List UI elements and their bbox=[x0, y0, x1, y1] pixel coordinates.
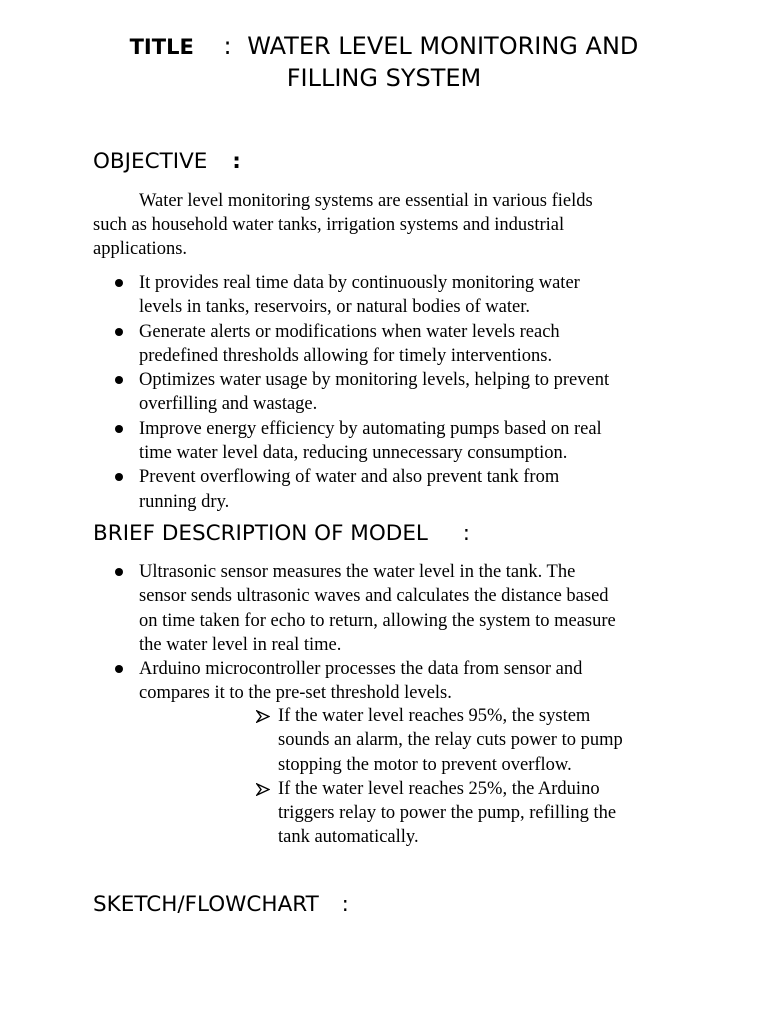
intro-line: applications. bbox=[93, 239, 188, 259]
objective-heading bbox=[93, 148, 241, 176]
bullet-dot-icon bbox=[115, 665, 123, 673]
sketch-heading-text: SKETCH/FLOWCHART bbox=[93, 892, 319, 917]
bullet-dot-icon bbox=[115, 473, 123, 481]
bullet-dot-icon bbox=[115, 425, 123, 433]
bullet-line: predefined thresholds allowing for timely interventions. bbox=[139, 345, 553, 366]
sub-bullet-line: stopping the motor to prevent overflow. bbox=[278, 754, 572, 775]
bullet-line: sensor sends ultrasonic waves and calculates the distance based bbox=[139, 586, 609, 607]
bullet-line: the water level in real time. bbox=[139, 634, 342, 655]
list-item bbox=[0, 271, 768, 320]
sub-bullet-line: triggers relay to power the pump, refilling the bbox=[278, 803, 617, 824]
arrow-bullet-icon bbox=[256, 710, 270, 723]
bullet-line: It provides real time data by continuously monitoring water bbox=[139, 273, 580, 293]
arrow-bullet-icon bbox=[256, 783, 270, 796]
brief-heading bbox=[93, 520, 470, 548]
bullet-dot-icon bbox=[115, 568, 123, 576]
list-item bbox=[0, 777, 768, 850]
list-item bbox=[0, 320, 768, 369]
list-item bbox=[0, 657, 768, 706]
bullet-dot-icon bbox=[115, 279, 123, 287]
sketch-heading bbox=[93, 891, 349, 919]
sub-bullet-line: sounds an alarm, the relay cuts power to pump bbox=[278, 730, 623, 751]
title-label: TITLE bbox=[129, 35, 194, 59]
brief-colon: : bbox=[462, 521, 470, 546]
objective-colon: : bbox=[232, 149, 241, 174]
bullet-line: Optimizes water usage by monitoring levels, helping to prevent bbox=[139, 370, 610, 391]
list-item bbox=[0, 417, 768, 466]
title-text-1: WATER LEVEL MONITORING AND bbox=[247, 32, 639, 60]
sub-bullet-line: If the water level reaches 25%, the Arduino bbox=[278, 778, 600, 799]
bullet-line: Ultrasonic sensor measures the water level in the tank. The bbox=[139, 562, 576, 582]
bullet-line: on time taken for echo to return, allowing the system to measure bbox=[139, 610, 616, 631]
title-text-2: FILLING SYSTEM bbox=[286, 64, 482, 92]
bullet-line: Improve energy efficiency by automating pumps based on real bbox=[139, 418, 602, 439]
brief-bullet-list bbox=[0, 560, 768, 706]
list-item bbox=[0, 704, 768, 777]
intro-line: such as household water tanks, irrigation systems and industrial bbox=[93, 215, 565, 235]
bullet-line: Prevent overflowing of water and also prevent tank from bbox=[139, 467, 560, 488]
bullet-line: Arduino microcontroller processes the data from sensor and bbox=[139, 659, 583, 680]
list-item bbox=[0, 368, 768, 417]
objective-heading-text: OBJECTIVE bbox=[93, 149, 208, 174]
threshold-sub-list bbox=[0, 704, 768, 850]
title-separator: : bbox=[223, 32, 232, 60]
bullet-line: compares it to the pre-set threshold levels. bbox=[139, 683, 452, 704]
bullet-dot-icon bbox=[115, 328, 123, 336]
sub-bullet-line: tank automatically. bbox=[278, 827, 419, 848]
title-line-1 bbox=[0, 30, 768, 63]
title-line-2 bbox=[0, 62, 768, 94]
sketch-colon: : bbox=[341, 892, 349, 917]
bullet-line: time water level data, reducing unnecessary consumption. bbox=[139, 443, 568, 464]
list-item bbox=[0, 560, 768, 657]
bullet-line: running dry. bbox=[139, 491, 230, 512]
bullet-line: levels in tanks, reservoirs, or natural bodies of water. bbox=[139, 297, 530, 318]
intro-line: Water level monitoring systems are essential in various fields bbox=[139, 191, 593, 211]
bullet-line: overfilling and wastage. bbox=[139, 394, 318, 415]
bullet-line: Generate alerts or modifications when water levels reach bbox=[139, 321, 560, 342]
list-item bbox=[0, 465, 768, 514]
objective-intro bbox=[93, 189, 693, 261]
brief-heading-text: BRIEF DESCRIPTION OF MODEL bbox=[93, 521, 428, 546]
objective-bullet-list bbox=[0, 271, 768, 514]
bullet-dot-icon bbox=[115, 376, 123, 384]
sub-bullet-line: If the water level reaches 95%, the system bbox=[278, 706, 591, 726]
